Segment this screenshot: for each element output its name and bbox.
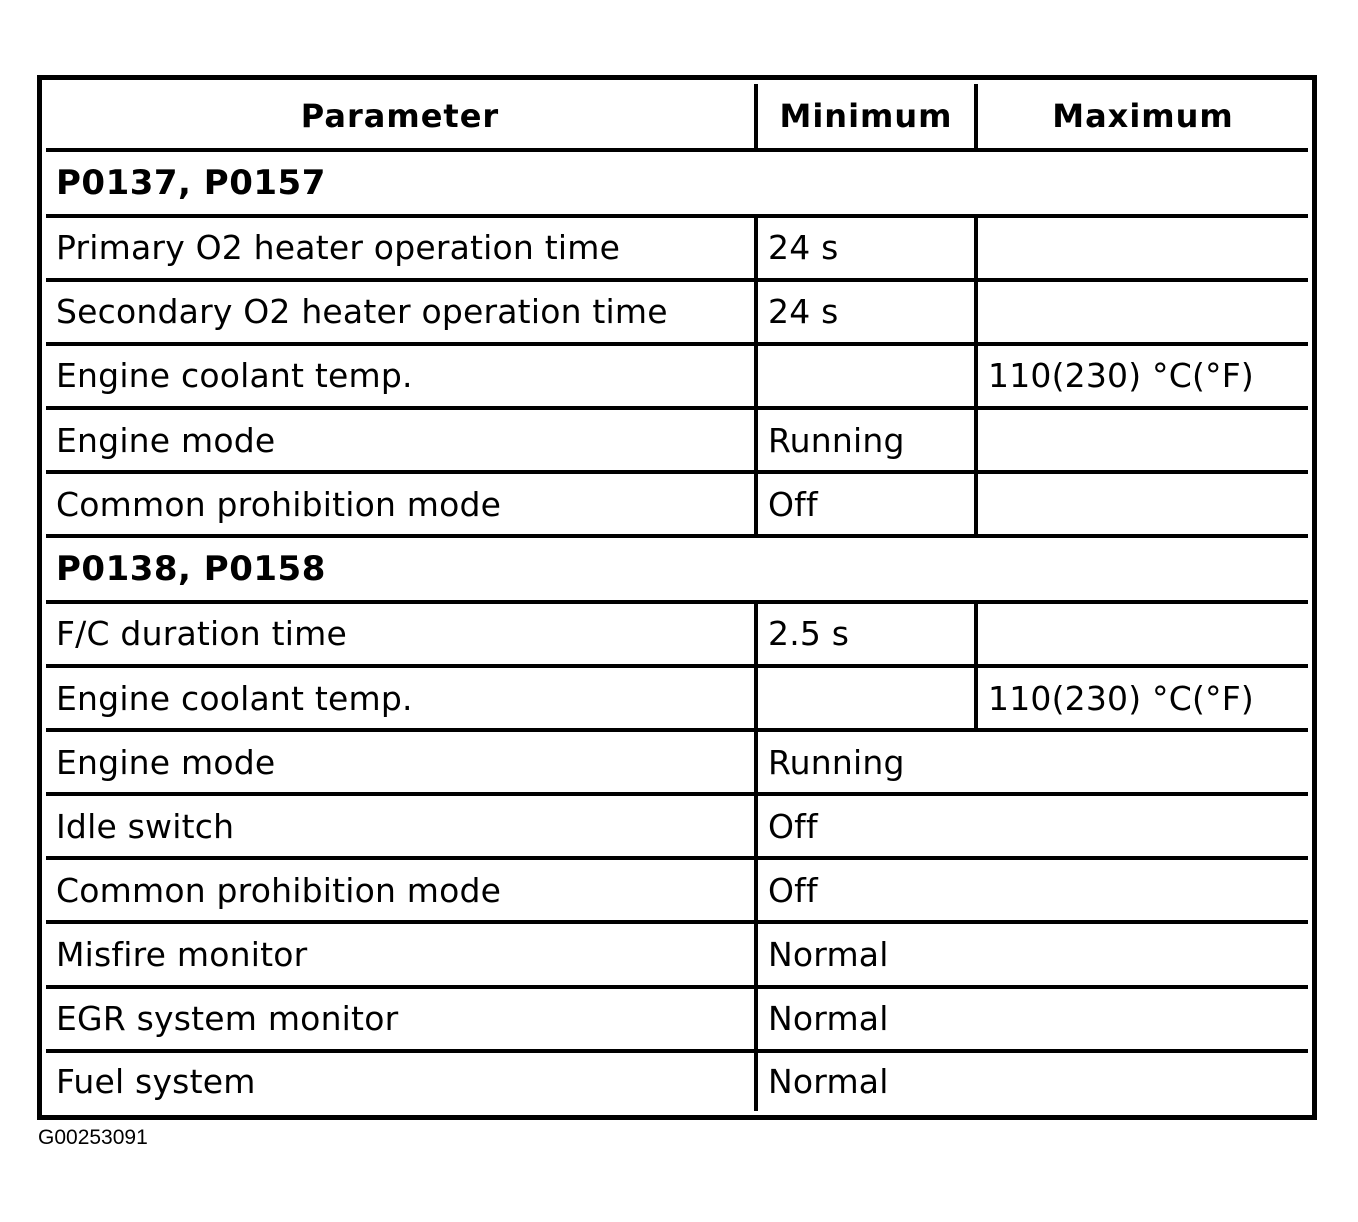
maximum-cell: 110(230) °C(°F) (978, 668, 1308, 732)
maximum-cell (978, 410, 1308, 474)
parameter-cell: Idle switch (46, 796, 758, 860)
maximum-cell (978, 218, 1308, 282)
header-minimum: Minimum (758, 84, 978, 152)
parameter-cell: F/C duration time (46, 604, 758, 668)
table-row (46, 282, 1308, 346)
parameter-cell: Misfire monitor (46, 924, 758, 988)
minimum-cell (758, 346, 978, 410)
header-parameter: Parameter (46, 84, 758, 152)
minimum-cell: Running (758, 410, 978, 474)
table-row (46, 604, 1308, 668)
section-title-p0138: P0138, P0158 (46, 538, 1308, 604)
table-row (46, 410, 1308, 474)
parameter-cell: Engine mode (46, 410, 758, 474)
table-row (46, 668, 1308, 732)
parameter-table-frame (37, 75, 1317, 1120)
table-row (46, 346, 1308, 410)
table-row (46, 474, 1308, 538)
value-cell: Off (758, 796, 1308, 860)
value-cell: Normal (758, 924, 1308, 988)
parameter-cell: Engine coolant temp. (46, 668, 758, 732)
parameter-cell: Engine mode (46, 732, 758, 796)
minimum-cell: 24 s (758, 282, 978, 346)
figure-id-caption: G00253091 (38, 1126, 148, 1149)
parameter-cell: Secondary O2 heater operation time (46, 282, 758, 346)
section-title-p0137: P0137, P0157 (46, 152, 1308, 218)
maximum-cell (978, 604, 1308, 668)
minimum-cell (758, 668, 978, 732)
value-cell: Off (758, 860, 1308, 924)
minimum-cell: 24 s (758, 218, 978, 282)
value-cell: Normal (758, 989, 1308, 1053)
value-cell: Running (758, 732, 1308, 796)
table-row (46, 1053, 1308, 1111)
table-header-row (46, 84, 1308, 152)
maximum-cell (978, 474, 1308, 538)
table-row (46, 218, 1308, 282)
table-row (46, 924, 1308, 988)
maximum-cell: 110(230) °C(°F) (978, 346, 1308, 410)
table-row (46, 989, 1308, 1053)
minimum-cell: Off (758, 474, 978, 538)
table-row (46, 732, 1308, 796)
header-maximum: Maximum (978, 84, 1308, 152)
parameter-cell: Fuel system (46, 1053, 758, 1111)
section-row (46, 538, 1308, 604)
value-cell: Normal (768, 1062, 889, 1102)
table-row (46, 796, 1308, 860)
parameter-cell: Primary O2 heater operation time (46, 218, 758, 282)
maximum-cell (978, 282, 1308, 346)
section-row (46, 152, 1308, 218)
parameter-cell: Common prohibition mode (46, 860, 758, 924)
minimum-cell: 2.5 s (758, 604, 978, 668)
table-row (46, 860, 1308, 924)
parameter-cell: Engine coolant temp. (46, 346, 758, 410)
parameter-cell: EGR system monitor (46, 989, 758, 1053)
parameter-cell: Common prohibition mode (46, 474, 758, 538)
parameter-table (46, 84, 1308, 1111)
